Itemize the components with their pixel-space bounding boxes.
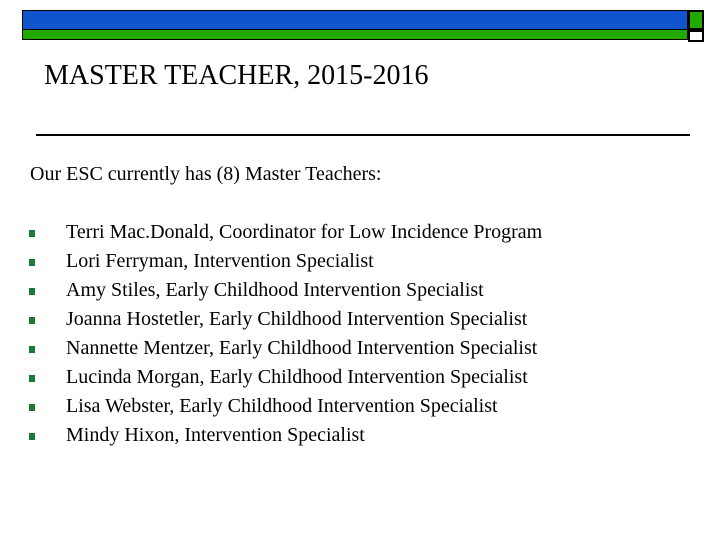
list-item (26, 392, 542, 421)
list-item-text: Nannette Mentzer, Early Childhood Intervention Specialist (66, 337, 538, 359)
square-bullet-icon (29, 259, 35, 266)
list-item (26, 363, 542, 392)
square-bullet-icon (29, 230, 35, 237)
title-underline (36, 134, 690, 136)
header-green-strip (22, 30, 688, 40)
list-item (26, 334, 542, 363)
list-item (26, 276, 542, 305)
master-teacher-list (26, 218, 542, 450)
square-bullet-icon (29, 317, 35, 324)
list-item-text: Lori Ferryman, Intervention Specialist (66, 250, 374, 272)
list-item-text: Joanna Hostetler, Early Childhood Intervention Specialist (66, 308, 528, 330)
square-bullet-icon (29, 288, 35, 295)
list-item-text: Lisa Webster, Early Childhood Intervention Specialist (66, 395, 498, 417)
intro-text: Our ESC currently has (8) Master Teachers: (30, 163, 382, 185)
list-item-text: Mindy Hixon, Intervention Specialist (66, 424, 365, 446)
header-corner-square-green (688, 10, 704, 30)
header-corner-square-white (688, 30, 704, 42)
list-item (26, 247, 542, 276)
list-item-text: Terri Mac.Donald, Coordinator for Low Incidence Program (66, 221, 543, 243)
list-item (26, 305, 542, 334)
list-item-text: Amy Stiles, Early Childhood Intervention Specialist (66, 279, 484, 301)
list-item (26, 218, 542, 247)
square-bullet-icon (29, 375, 35, 382)
slide-title: MASTER TEACHER, 2015-2016 (44, 60, 429, 91)
square-bullet-icon (29, 404, 35, 411)
list-item-text: Lucinda Morgan, Early Childhood Intervention Specialist (66, 366, 528, 388)
header-blue-bar (22, 10, 688, 30)
square-bullet-icon (29, 346, 35, 353)
square-bullet-icon (29, 433, 35, 440)
list-item (26, 421, 542, 450)
